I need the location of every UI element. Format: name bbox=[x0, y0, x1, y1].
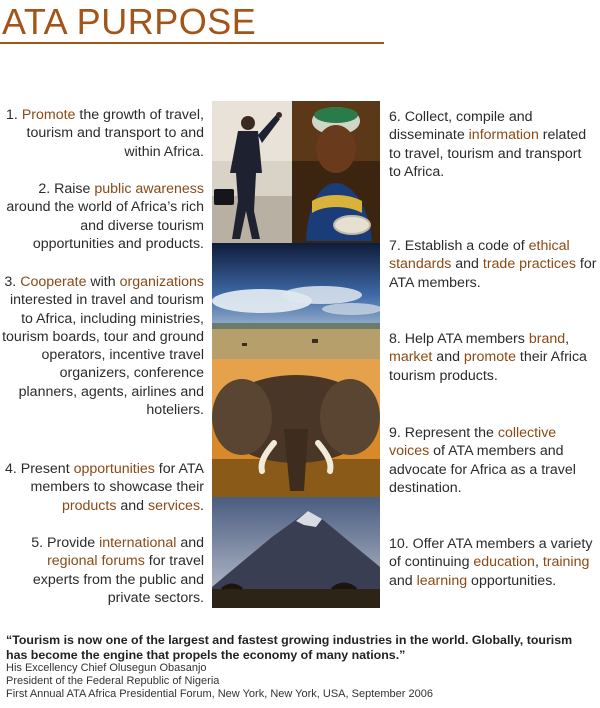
item-text: around the world of Africa’s rich and diverse tourism opportunities and products. bbox=[6, 199, 204, 252]
item-text: related to travel, tourism and transport to Africa. bbox=[389, 127, 587, 180]
item-text: their Africa tourism products. bbox=[389, 349, 587, 384]
highlighted-keyword: brand bbox=[528, 331, 566, 347]
highlighted-keyword: public awareness bbox=[94, 181, 204, 197]
item-text: . bbox=[200, 497, 204, 514]
item-text: interested in travel and tourism to Africa, including ministries, tourism boards, tour and ground operators, incentive travel organizers, conference planners, agents, airlines and hoteliers. bbox=[2, 292, 204, 419]
elephant-photo bbox=[212, 359, 380, 497]
highlighted-keyword: Cooperate bbox=[20, 274, 87, 290]
attribution-role: President of the Federal Republic of Nigeria bbox=[6, 675, 220, 687]
travelers-photo bbox=[212, 101, 380, 243]
highlighted-keyword: trade practices bbox=[482, 256, 576, 273]
highlighted-keyword: Promote bbox=[21, 107, 76, 123]
purpose-item-5 bbox=[0, 534, 204, 607]
item-text: and bbox=[389, 572, 417, 589]
purpose-item-7 bbox=[389, 237, 597, 292]
item-text: the growth of travel, tourism and transport to and within Africa. bbox=[26, 107, 204, 160]
highlighted-keyword: collective voices bbox=[389, 425, 557, 460]
highlighted-keyword: organizations bbox=[119, 274, 204, 290]
page-title: ATA PURPOSE bbox=[2, 1, 257, 42]
item-text: 5. Provide bbox=[31, 535, 100, 551]
highlighted-keyword: services bbox=[148, 497, 201, 514]
item-text: 9. Represent the bbox=[389, 425, 498, 441]
item-text: 10. Offer ATA members a variety of continuing bbox=[389, 536, 593, 571]
item-text: and bbox=[176, 535, 204, 551]
item-text: 4. Present bbox=[4, 461, 74, 477]
highlighted-keyword: regional forums bbox=[47, 553, 145, 570]
highlighted-keyword: international bbox=[99, 535, 177, 551]
item-text: 7. Establish a code of bbox=[389, 238, 529, 254]
attribution-event: First Annual ATA Africa Presidential Forum, New York, New York, USA, September 2006 bbox=[6, 688, 433, 700]
attribution-name: His Excellency Chief Olusegun Obasanjo bbox=[6, 662, 207, 674]
mountain-photo bbox=[212, 497, 380, 608]
landscape-photo bbox=[212, 243, 380, 359]
title-divider bbox=[0, 42, 384, 44]
item-text: with bbox=[86, 274, 120, 290]
item-text: for travel experts from the public and private sectors. bbox=[32, 553, 204, 606]
highlighted-keyword: training bbox=[542, 554, 590, 571]
item-text: 8. Help ATA members bbox=[389, 331, 529, 347]
item-text: and bbox=[116, 497, 148, 514]
purpose-item-4 bbox=[0, 460, 204, 515]
purpose-item-10 bbox=[389, 535, 597, 590]
item-text: 1. bbox=[6, 107, 22, 123]
purpose-item-1 bbox=[0, 106, 204, 161]
purpose-item-8 bbox=[389, 330, 597, 385]
purpose-item-2 bbox=[0, 180, 204, 253]
highlighted-keyword: learning bbox=[416, 572, 468, 589]
item-text: of ATA members and advocate for Africa as a travel destination. bbox=[389, 443, 576, 496]
highlighted-keyword: ethical standards bbox=[389, 238, 570, 273]
highlighted-keyword: opportunities bbox=[73, 461, 155, 477]
highlighted-keyword: information bbox=[468, 127, 539, 144]
purpose-item-3 bbox=[0, 273, 204, 419]
item-text: 6. Collect, compile and disseminate bbox=[389, 109, 533, 144]
item-text: opportunities. bbox=[467, 572, 557, 589]
item-text: , bbox=[565, 331, 570, 347]
item-text: and bbox=[432, 349, 464, 366]
item-text: 2. Raise bbox=[38, 181, 95, 197]
purpose-item-9 bbox=[389, 424, 597, 497]
highlighted-keyword: market bbox=[389, 349, 433, 366]
item-text: for ATA members to showcase their bbox=[30, 461, 204, 496]
photo-column bbox=[212, 101, 380, 608]
item-text: for ATA members. bbox=[389, 256, 597, 291]
highlighted-keyword: education bbox=[473, 554, 535, 571]
item-text: and bbox=[451, 256, 483, 273]
item-text: 3. bbox=[4, 274, 21, 290]
quote: “Tourism is now one of the largest and fastest growing industries in the world. Globally, tourism has become the engine that propels the economy of many nations.” bbox=[6, 633, 573, 662]
purpose-item-6 bbox=[389, 108, 597, 181]
highlighted-keyword: products bbox=[62, 497, 117, 514]
highlighted-keyword: promote bbox=[463, 349, 516, 366]
item-text: , bbox=[534, 554, 543, 571]
